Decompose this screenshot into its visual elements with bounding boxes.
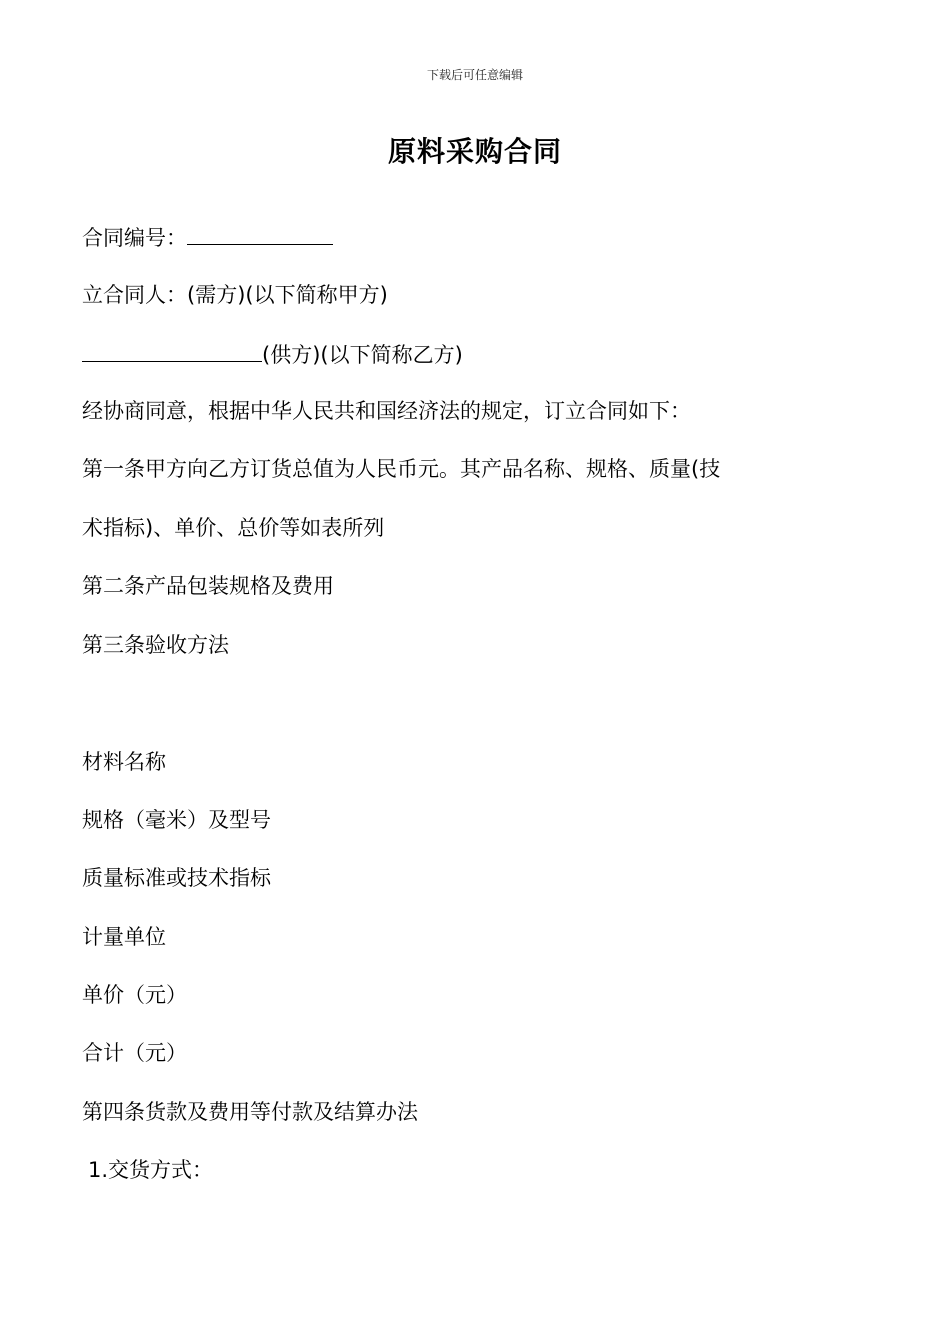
party-a-line: 立合同人：(需方)(以下简称甲方): [82, 283, 388, 307]
contract-number-blank: [187, 224, 333, 245]
table-header-total: 合计（元）: [82, 1041, 187, 1065]
table-header-material-name: 材料名称: [82, 750, 166, 774]
article-3: 第三条验收方法: [82, 633, 229, 657]
party-b-line: [82, 341, 463, 368]
article-4: 第四条货款及费用等付款及结算办法: [82, 1100, 418, 1124]
article-2: 第二条产品包装规格及费用: [82, 574, 334, 598]
contract-number-label: 合同编号：: [82, 226, 187, 250]
contract-number-line: [82, 224, 333, 251]
table-header-unit-price: 单价（元）: [82, 983, 187, 1007]
delivery-method-item: 1.交货方式：: [88, 1158, 214, 1182]
article-1-line-1: 第一条甲方向乙方订货总值为人民币元。其产品名称、规格、质量(技: [82, 457, 721, 481]
party-b-suffix: (供方)(以下简称乙方): [262, 343, 463, 367]
article-1-line-2: 术指标)、单价、总价等如表所列: [82, 516, 385, 540]
table-header-unit: 计量单位: [82, 925, 166, 949]
table-header-spec-model: 规格（毫米）及型号: [82, 808, 271, 832]
intro-paragraph: 经协商同意，根据中华人民共和国经济法的规定，订立合同如下：: [82, 399, 691, 423]
header-note: 下载后可任意编辑: [426, 68, 523, 82]
party-b-blank: [82, 341, 262, 362]
document-title: 原料采购合同: [387, 135, 562, 168]
table-header-quality-standard: 质量标准或技术指标: [82, 866, 271, 890]
